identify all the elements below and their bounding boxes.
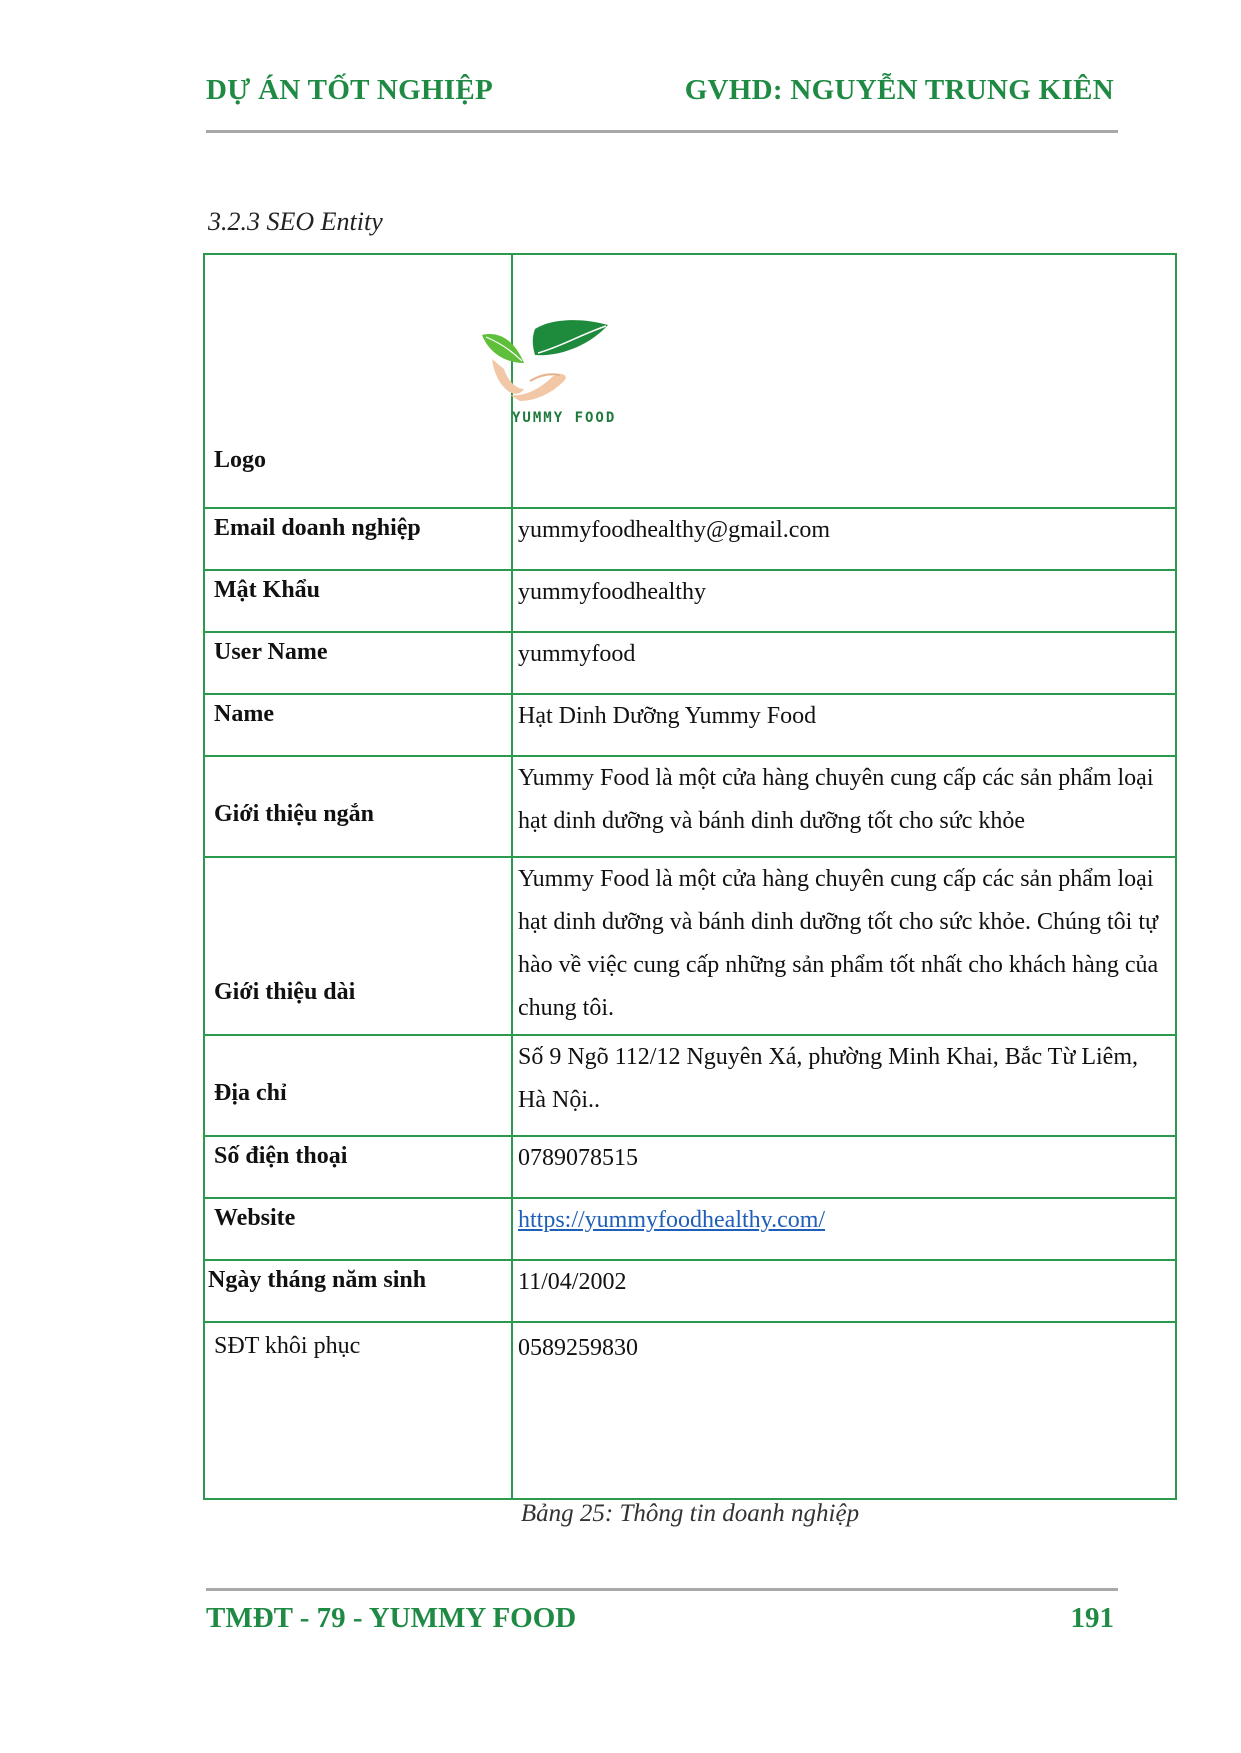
row-label: Email doanh nghiệp — [214, 515, 421, 541]
phone-value: 0789078515 — [518, 1145, 638, 1171]
website-link[interactable]: https://yummyfoodhealthy.com/ — [518, 1207, 826, 1233]
table-row — [205, 1261, 1175, 1323]
table-caption: Bảng 25: Thông tin doanh nghiệp — [520, 1500, 860, 1527]
table-row — [205, 1137, 1175, 1199]
username-value: yummyfood — [518, 641, 636, 667]
yummy-food-logo — [480, 317, 620, 427]
table-row — [205, 509, 1175, 571]
row-label: Địa chỉ — [214, 1080, 287, 1106]
row-label: Logo — [214, 447, 267, 473]
footer-divider — [206, 1588, 1118, 1591]
row-label: Mật Khẩu — [214, 577, 321, 603]
table-row — [205, 858, 1175, 1036]
table-row-logo — [205, 255, 1175, 509]
page-header — [206, 74, 1114, 114]
row-label: Website — [214, 1205, 296, 1231]
row-label: Số điện thoại — [214, 1143, 348, 1169]
header-advisor: GVHD: NGUYỄN TRUNG KIÊN — [684, 74, 1114, 106]
email-value: yummyfoodhealthy@gmail.com — [518, 517, 831, 543]
birthdate-value: 11/04/2002 — [518, 1269, 627, 1295]
password-value: yummyfoodhealthy — [518, 579, 706, 605]
website-value — [518, 1199, 1169, 1242]
address-value: Số 9 Ngõ 112/12 Nguyên Xá, phường Minh Khai, Bắc Từ Liêm, Hà Nội.. — [518, 1044, 1138, 1113]
header-divider — [206, 130, 1118, 133]
table-row — [205, 571, 1175, 633]
logo-brand-text: YUMMY FOOD — [512, 410, 617, 426]
footer-project-code: TMĐT - 79 - YUMMY FOOD — [206, 1602, 577, 1634]
name-value: Hạt Dinh Dưỡng Yummy Food — [518, 703, 817, 729]
table-row — [205, 695, 1175, 757]
row-label: Giới thiệu dài — [214, 979, 356, 1005]
table-row — [205, 1036, 1175, 1137]
row-label: Giới thiệu ngắn — [214, 801, 374, 827]
short-intro-value: Yummy Food là một cửa hàng chuyên cung cấp các sản phẩm loại hạt dinh dưỡng và bánh dinh dưỡng tốt cho sức khỏe — [518, 765, 1154, 834]
row-label: User Name — [214, 639, 328, 665]
long-intro-value: Yummy Food là một cửa hàng chuyên cung cấp các sản phẩm loại hạt dinh dưỡng và bánh dinh dưỡng tốt cho sức khỏe. Chúng tôi tự hào về việc cung cấp những sản phẩm tốt nhất cho khách hàng của chung tôi. — [518, 866, 1159, 1021]
seo-entity-table — [203, 253, 1177, 1500]
page-footer — [206, 1602, 1114, 1642]
recovery-phone-value: 0589259830 — [518, 1335, 638, 1361]
page-number: 191 — [1070, 1602, 1114, 1634]
table-row — [205, 757, 1175, 858]
section-title: 3.2.3 SEO Entity — [208, 207, 383, 236]
row-label: SĐT khôi phục — [214, 1333, 361, 1359]
header-project-title: DỰ ÁN TỐT NGHIỆP — [206, 74, 494, 106]
row-label: Ngày tháng năm sinh — [208, 1267, 427, 1293]
table-row — [205, 1199, 1175, 1261]
table-row — [205, 1323, 1175, 1498]
row-label: Name — [214, 701, 274, 727]
table-row — [205, 633, 1175, 695]
